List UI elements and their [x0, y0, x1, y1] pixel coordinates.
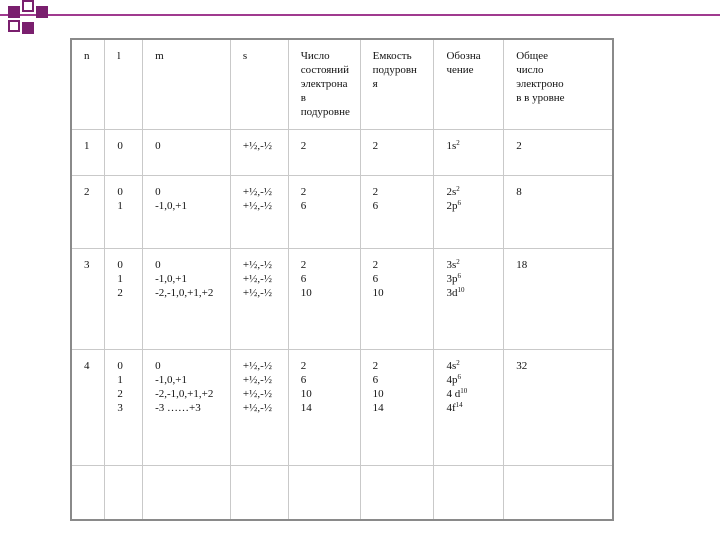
cell-n — [71, 130, 105, 176]
cell-states-value: 6 — [300, 273, 307, 285]
cell-capacity-value: 14 — [372, 402, 384, 414]
cell-m-value: 0 — [155, 186, 161, 198]
cell-s-value: +½,-½ — [242, 259, 273, 271]
cell-capacity-value: 10 — [372, 388, 384, 400]
cell-capacity-value: 6 — [372, 374, 379, 386]
cell-l — [105, 130, 143, 176]
table-row — [71, 249, 613, 350]
cell-capacity — [360, 176, 434, 249]
cell-notation-value: $3p^6$ — [446, 272, 461, 285]
cell-capacity-value: 2 — [372, 259, 379, 271]
cell-s — [230, 249, 288, 350]
header-text: Число — [300, 50, 330, 62]
cell-n — [71, 249, 105, 350]
cell-s-value: +½,-½ — [242, 360, 273, 372]
cell-m-value: -1,0,+1 — [155, 273, 187, 285]
header-cell — [434, 39, 504, 130]
cell-total-value: 8 — [516, 186, 522, 198]
cell-s-value: +½,-½ — [242, 273, 273, 285]
cell-m-value: -2,-1,0,+1,+2 — [155, 388, 214, 400]
cell-states — [288, 249, 360, 350]
cell-total-value: 32 — [516, 360, 528, 372]
cell-total — [504, 176, 613, 249]
cell-states-value: 2 — [300, 186, 307, 198]
header-cell — [288, 39, 360, 130]
cell-l-value: 0 — [117, 140, 123, 152]
cell-capacity-value: 10 — [372, 287, 384, 299]
cell-states — [288, 176, 360, 249]
header-text: электроно — [516, 78, 564, 90]
cell-l-value: 1 — [117, 200, 123, 212]
cell-states-value: 10 — [300, 287, 312, 299]
header-text: состояний — [300, 64, 349, 76]
header-text: Общее — [516, 50, 548, 62]
cell-notation-value: $3d^{10}$ — [446, 286, 465, 299]
cell-capacity — [360, 130, 434, 176]
cell-states-value: 6 — [300, 374, 307, 386]
cell-m-value: 0 — [155, 259, 161, 271]
cell-l-value: 0 — [117, 259, 123, 271]
header-cell — [71, 39, 105, 130]
cell-m — [143, 350, 231, 466]
cell-states-value: 2 — [300, 360, 307, 372]
decorative-square — [22, 0, 34, 12]
cell-capacity-value: 2 — [372, 360, 379, 372]
cell-l-value: 0 — [117, 360, 123, 372]
header-text: электрона — [300, 78, 348, 90]
cell-capacity-value: 6 — [372, 273, 379, 285]
cell-s — [230, 130, 288, 176]
header-text: Емкость — [372, 50, 412, 62]
header-cell — [143, 39, 231, 130]
cell-capacity — [360, 350, 434, 466]
decorative-top-line — [0, 14, 720, 16]
cell-notation — [434, 249, 504, 350]
header-text: чение — [446, 64, 474, 76]
cell-capacity-value: 2 — [372, 140, 379, 152]
cell-s-value: +½,-½ — [242, 140, 273, 152]
cell-m-value: -1,0,+1 — [155, 200, 187, 212]
table-header-row — [71, 39, 613, 130]
cell-notation — [434, 130, 504, 176]
cell-notation-value: $2s^2$ — [446, 185, 460, 198]
cell-n — [71, 350, 105, 466]
cell-capacity-value: 6 — [372, 200, 379, 212]
cell-states-value: 2 — [300, 140, 307, 152]
cell-m — [143, 249, 231, 350]
header-text: Обозна — [446, 50, 481, 62]
cell-s-value: +½,-½ — [242, 200, 273, 212]
cell-notation-value: $2p^6$ — [446, 199, 461, 212]
cell-notation-value: $4p^6$ — [446, 373, 461, 386]
decorative-square — [8, 6, 20, 18]
cell-s — [230, 350, 288, 466]
cell-m-value: 0 — [155, 360, 161, 372]
header-text: s — [242, 50, 248, 62]
table-row — [71, 350, 613, 466]
cell-l-value: 1 — [117, 273, 123, 285]
header-text: подуровне — [300, 106, 350, 118]
cell-notation-value: $3s^2$ — [446, 258, 460, 271]
cell-s-value: +½,-½ — [242, 186, 273, 198]
cell-l-value: 0 — [117, 186, 123, 198]
header-text: я — [372, 78, 378, 90]
cell-total — [504, 130, 613, 176]
cell-total — [504, 350, 613, 466]
cell-notation-value: $1s^2$ — [446, 139, 460, 152]
cell-notation-value: $4f^{14}$ — [446, 401, 463, 414]
cell-n-value: 2 — [84, 186, 90, 198]
quantum-numbers-table — [70, 38, 614, 521]
cell-l — [105, 176, 143, 249]
cell-l — [105, 350, 143, 466]
cell-m — [143, 176, 231, 249]
header-text: подуровн — [372, 64, 417, 76]
cell-m-value: -3 ……+3 — [155, 402, 201, 414]
cell-states-value: 10 — [300, 388, 312, 400]
cell-l-value: 1 — [117, 374, 123, 386]
header-text: m — [155, 50, 164, 62]
cell-n-value: 1 — [84, 140, 90, 152]
header-text: n — [84, 50, 90, 62]
cell-s-value: +½,-½ — [242, 374, 273, 386]
cell-m — [143, 130, 231, 176]
cell-l-value: 2 — [117, 388, 123, 400]
cell-s-value: +½,-½ — [242, 388, 273, 400]
header-cell — [105, 39, 143, 130]
cell-notation-value: $4s^2$ — [446, 359, 460, 372]
cell-m-value: -1,0,+1 — [155, 374, 187, 386]
decorative-square — [22, 22, 34, 34]
cell-total-value: 2 — [516, 140, 522, 152]
cell-l — [105, 249, 143, 350]
decorative-square — [8, 20, 20, 32]
header-text: в в уровне — [516, 92, 565, 104]
cell-total-value: 18 — [516, 259, 528, 271]
header-cell — [504, 39, 613, 130]
cell-n-value: 3 — [84, 259, 90, 271]
cell-states — [288, 350, 360, 466]
header-text: l — [117, 50, 121, 62]
cell-n — [71, 176, 105, 249]
table-row — [71, 130, 613, 176]
header-text: число — [516, 64, 544, 76]
header-cell — [360, 39, 434, 130]
cell-notation — [434, 350, 504, 466]
cell-capacity-value: 2 — [372, 186, 379, 198]
header-text: в — [300, 92, 306, 104]
table-row-empty — [71, 466, 613, 521]
header-cell — [230, 39, 288, 130]
table-row — [71, 176, 613, 249]
cell-states — [288, 130, 360, 176]
cell-l-value: 2 — [117, 287, 123, 299]
cell-total — [504, 249, 613, 350]
cell-m-value: 0 — [155, 140, 161, 152]
cell-notation-value: 4 $d^{10}$ — [446, 387, 468, 400]
cell-capacity — [360, 249, 434, 350]
cell-states-value: 2 — [300, 259, 307, 271]
cell-s — [230, 176, 288, 249]
decorative-square — [36, 6, 48, 18]
cell-m-value: -2,-1,0,+1,+2 — [155, 287, 214, 299]
cell-l-value: 3 — [117, 402, 123, 414]
cell-n-value: 4 — [84, 360, 90, 372]
cell-s-value: +½,-½ — [242, 287, 273, 299]
cell-states-value: 14 — [300, 402, 312, 414]
cell-notation — [434, 176, 504, 249]
cell-states-value: 6 — [300, 200, 307, 212]
cell-s-value: +½,-½ — [242, 402, 273, 414]
